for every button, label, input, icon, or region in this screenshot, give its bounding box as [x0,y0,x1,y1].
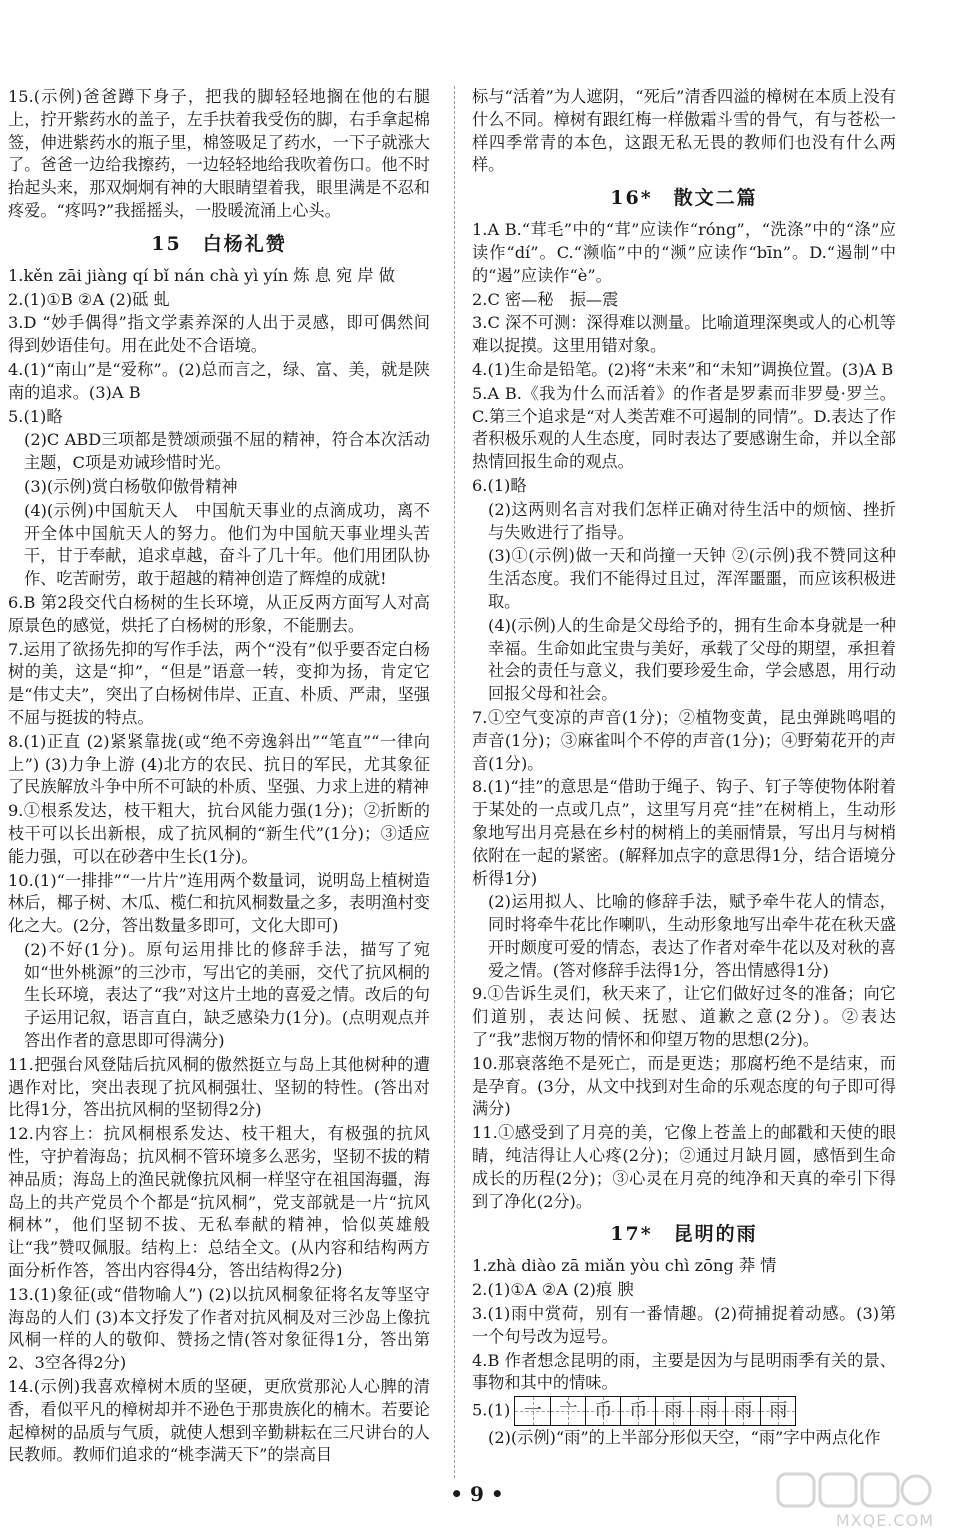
grid-cell: 一 [515,1397,550,1425]
answer-item: 6.B 第2段交代白杨树的生长环境，从正反两方面写人对高原景色的感觉，烘托了白杨树的形象，不能删去。 [8,592,430,635]
grid-cell: 雨 [655,1397,690,1425]
section-heading: 16* 散文二篇 [610,187,758,210]
answer-item: 9.①告诉生灵们，秋天来了，让它们做好过冬的准备；向它们道别，表达问候、抚慰、道歉之意(2分)。②表达了“我”悲悯万物的情怀和仰望万物的思想(2分)。 [472,984,896,1050]
answer-item: 10.(1)“一排排”“一片片”连用两个数量词，说明岛上植树造林后，椰子树、木瓜、榄仁和抗风桐数量之多，表明渔村变化之大。(2分，答出数量多即可，文化大即可) [8,870,430,936]
answer-item: 7.运用了欲扬先抑的写作手法，两个“没有”似乎要否定白杨树的美，这是“抑”，“但是”语意一转，变抑为扬，肯定它是“伟丈夫”，突出了白杨树伟岸、正直、朴质、严肃，坚强不屈与挺拔的特点。 [8,639,430,727]
answer-item: 9.①根系发达，枝干粗大，抗台风能力强(1分)；②折断的枝干可以长出新根，成了抗风桐的“新生代”(1分)；③适应能力强，可以在砂砻中生长(1分)。 [8,801,430,866]
answer-item: 13.(1)象征(或“借物喻人”) (2)以抗风桐象征将名友等坚守海岛的人们 (3)本文抒发了作者对抗风桐及对三沙岛上像抗风桐一样的人的敬仰、赞扬之情(答对象征得1分，答出第2、3空各得2分) [8,1284,430,1373]
answer-item: 5.A B.《我为什么而活着》的作者是罗素而非罗曼·罗兰。C.第三个追求是“对人类苦难不可遏制的同情”。D.表达了作者积极乐观的人生态度，同时表达了要感谢生命，并以全部热情回报生命的观点。 [472,383,896,472]
watermark-text: MXQE.COM [835,1511,934,1530]
answer-item: 6.(1)略 [472,475,527,495]
section-heading: 17* 昆明的雨 [610,1223,758,1246]
section-heading: 15 白杨礼赞 [151,232,287,255]
answer-item: 11.把强台风登陆后抗风桐的傲然挺立与岛上其他树种的遭遇作对比，突出表现了抗风桐强壮、坚韧的特性。(答出对比得1分，答出抗风桐的坚韧得2分) [8,1054,430,1120]
answer-subitem: (2)C ABD三项都是赞颂顽强不屈的精神，符合本次活动主题，C项是劝诫珍惜时光。 [24,430,430,473]
grid-cell: 雨 [725,1397,760,1425]
answer-subitem: (2)(示例)“雨”的上半部分形似天空，“雨”字中两点化作 [488,1428,881,1448]
answer-subitem: (2)这两则名言对我们怎样正确对待生活中的烦恼、挫折与失败进行了指导。 [488,499,896,542]
answer-subitem: (3)①(示例)做一天和尚撞一天钟 ②(示例)我不赞同这种生活态度。我们不能得过且过，浑浑噩噩，而应该积极进取。 [488,546,896,611]
page-number: • 9 • [450,1482,504,1506]
answer-item: 7.①空气变凉的声音(1分)；②植物变黄，昆虫弹跳鸣唱的声音(1分)；③麻雀叫个不停的声音(1分)；④野菊花开的声音(1分)。 [472,707,896,773]
answer-item: 3.D “妙手偶得”指文学素养深的人出于灵感，即可偶然间得到妙语佳句。用在此处不合语境。 [8,313,430,356]
answer-item: 10.那衰落绝不是死亡，而是更迭；那腐朽绝不是结束，而是孕育。(3分，从文中找到对生命的乐观态度的句子即可得满分) [472,1053,896,1119]
answer-subitem: (2)不好(1分)。原句运用排比的修辞手法，描写了宛如“世外桃源”的三沙市，写出它的美丽，交代了抗风桐的生长环境，表达了“我”对这片土地的喜爱之情。改后的句子运用记叙，语言直白，缺乏感染力(1分)。(点明观点并答出作者的意思即可得满分) [24,939,430,1051]
answer-subitem: (4)(示例)中国航天人 中国航天事业的点滴成功，离不开全体中国航天人的努力。他们为中国航天事业埋头苦干，甘于奉献，追求卓越，奋斗了几十年。他们用团队协作、吃苦耐劳，敢于超越的精神创造了辉煌的成就! [24,500,430,589]
answer-item: 3.(1)雨中赏荷，别有一番情趣。(2)荷捕捉着动感。(3)第一个句号改为逗号。 [472,1304,896,1346]
answer-item: 2.C 密—秘 振—震 [472,289,619,309]
answer-item: 14.(示例)我喜欢樟树木质的坚硬，更欣赏那沁人心脾的清香，看似平凡的樟树却并不逊色于那贵族化的楠木。若要论起樟树的品质与气质，就使人想到辛勤耕耘在三尺讲台的人民教师。教师们追求的“桃李满天下”的崇高目 [8,1377,430,1465]
column-divider [454,86,455,1478]
answer-item: 2.(1)①B ②A (2)砥 虬 [8,289,170,309]
answer-item: 15.(示例)爸爸蹲下身子，把我的脚轻轻地搁在他的右腿上，拧开紫药水的盖子，左手扶着我受伤的脚，右手拿起棉签，伸进紫药水的瓶子里，棉签吸足了药水，一下子就涨大了。爸爸一边给我擦药，一边轻轻地给我吹着伤口。他不时抬起头来，那双炯炯有神的大眼睛望着我，眼里满是不忍和疼爱。“疼吗?”我摇摇头，一股暖流涌上心头。 [8,87,430,220]
answer-subitem: (4)(示例)人的生命是父母给予的，拥有生命本身就是一种幸福。生命如此宝贵与美好，承载了父母的期望，承担着社会的责任与意义，我们要珍爱生命，学会感恩，用行动回报父母和社会。 [488,615,896,704]
answer-continuation: 标与“活着”为人遮阴，“死后”清香四溢的樟树在本质上没有什么不同。樟树有跟红梅一样傲霜斗雪的骨气，有与苍松一样四季常青的本色，这跟无私无畏的教师们也没有什么两样。 [472,87,896,175]
answer-item: 1.A B.“茸毛”中的“茸”应读作“róng”，“洗涤”中的“涤”应读作“dí”。C.“濒临”中的“濒”应读作“bīn”。D.“遏制”中的“遏”应读作“è”。 [472,220,896,285]
answer-item: 5.(1)略 [8,406,63,426]
answer-item: 8.(1)正直 (2)紧紧靠拢(或“绝不旁逸斜出”“笔直”“一律向上”) (3)力争上游 (4)北方的农民、抗日的军民，尤其象征了民族解放斗争中所不可缺的朴质、坚强、力求上进的精神 [8,731,430,797]
left-column [8,86,430,1468]
grid-cell: 币 [585,1397,620,1425]
watermark-icon [774,1470,934,1510]
grid-cell: 雨 [760,1397,795,1425]
answer-item: 4.B 作者想念昆明的雨，主要是因为与昆明雨季有关的景、事物和其中的情味。 [472,1350,896,1393]
answer-item: 1.zhà diào zā miǎn yòu chì zōng 莽 情 [472,1256,777,1276]
answer-item: 8.(1)“挂”的意思是“借助于绳子、钩子、钉子等使物体附着于某处的一点或几点”，这里写月亮“挂”在树梢上，生动形象地写出月亮悬在乡村的树梢上的美丽情景，写出月与树梢依附在一起的紧密。(解释加点字的意思得1分，结合语境分析得1分) [472,777,896,888]
right-column [472,86,896,1451]
stroke-order-grid [514,1396,796,1426]
answer-item: 4.(1)生命是铅笔。(2)将“未来”和“未知”调换位置。(3)A B [472,359,894,379]
answer-item: 2.(1)①A ②A (2)痕 腴 [472,1280,634,1300]
grid-cell: 币 [620,1397,655,1425]
answer-subitem: (3)(示例)赏白杨敬仰傲骨精神 [24,476,238,496]
item-label: 5.(1) [472,1400,511,1420]
answer-item: 11.①感受到了月亮的美，它像上苍盖上的邮戳和天使的眼睛，纯洁得让人心疼(2分)；②通过月缺月圆，感悟到生命成长的历程(2分)；③心灵在月亮的纯净和天真的牵引下得到了净化(2分)。 [472,1123,896,1211]
stroke-order-item [472,1396,896,1426]
watermark-logo [774,1470,934,1530]
grid-cell: 亠 [550,1397,585,1425]
answer-item: 12.内容上：抗风桐根系发达、枝干粗大，有极强的抗风性，守护着海岛；抗风桐不管环境多么恶劣，坚韧不拔的精神品质；海岛上的渔民就像抗风桐一样坚守在祖国海疆，海岛上的共产党员个个都是“抗风桐”，党支部就是一片“抗风桐林”，他们坚韧不拔、无私奉献的精神，恰似英雄般让“我”赞叹佩服。结构上：总结全文。(从内容和结构两方面分析作答，答出内容得4分，答出结构得2分) [8,1124,430,1281]
grid-cell: 雨 [690,1397,725,1425]
answer-item: 4.(1)“南山”是“爱称”。(2)总而言之，绿、富、美，就是陕南的追求。(3)A B [8,359,430,402]
answer-subitem: (2)运用拟人、比喻的修辞手法，赋予牵牛花人的情态，同时将牵牛花比作喇叭，生动形象地写出牵牛花在秋天盛开时颇度可爱的情态，表达了作者对牵牛花以及对秋的喜爱之情。(答对修辞手法得1分，答出情感得1分) [488,892,896,980]
answer-item: 3.C 深不可测：深得难以测量。比喻道理深奥或人的心机等难以捉摸。这里用错对象。 [472,313,896,356]
answer-item: 1.kěn zāi jiàng qí bǐ nán chà yì yín 炼 息 宛 岸 做 [8,265,395,285]
